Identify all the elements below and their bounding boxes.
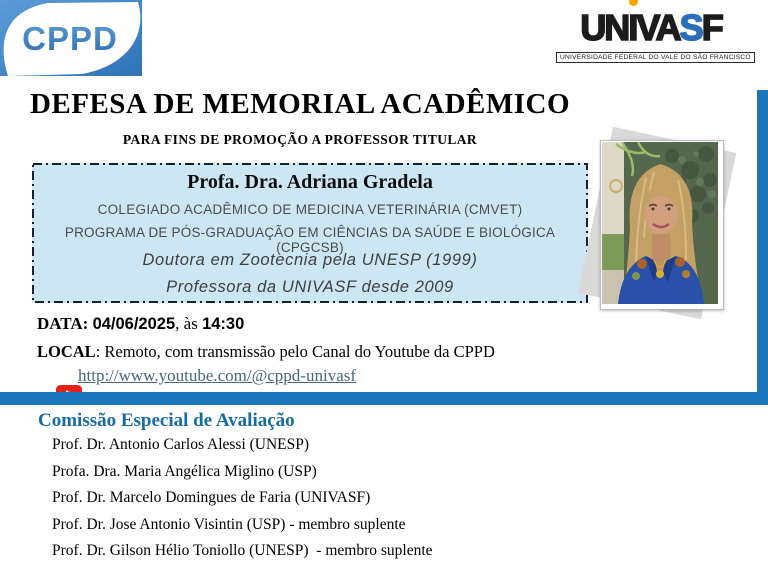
committee-member: Prof. Dr. Antonio Carlos Alessi (UNESP)	[52, 436, 310, 453]
univasf-letter-i: I	[628, 7, 636, 48]
committee-member: Prof. Dr. Jose Antonio Visintin (USP) - membro suplente	[52, 515, 406, 533]
youtube-play-icon[interactable]	[40, 367, 66, 385]
youtube-link[interactable]: http://www.youtube.com/@cppd-univasf	[78, 366, 357, 385]
date-label: DATA:	[37, 314, 93, 333]
committee-member: Prof. Dr. Marcelo Domingues de Faria (UNIVASF)	[52, 489, 371, 507]
time-value: 14:30	[202, 315, 245, 333]
professor-photo	[600, 140, 724, 310]
cppd-leaf-icon	[0, 0, 142, 76]
local-row	[37, 342, 495, 362]
page-subtitle: PARA FINS DE PROMOÇÃO A PROFESSOR TITULAR	[122, 132, 478, 147]
professor-credential-2: Professora da UNIVASF desde 2009	[166, 278, 454, 296]
professor-credential-1: Doutora em Zootecnia pela UNESP (1999)	[142, 251, 478, 269]
univasf-part2: VA	[636, 7, 680, 48]
professor-affiliation-1: COLEGIADO ACADÊMICO DE MEDICINA VETERINÁRIA (CMVET)	[97, 202, 523, 217]
univasf-wordmark	[556, 7, 746, 48]
committee-list	[52, 434, 692, 567]
time-connector: , às	[175, 314, 203, 333]
date-value: 04/06/2025	[92, 315, 176, 333]
local-label: LOCAL	[37, 342, 96, 361]
committee-member: Prof. Dr. Gilson Hélio Toniollo (UNESP) - membro suplente	[52, 542, 433, 560]
cppd-logo	[0, 0, 142, 76]
univasf-part1: UN	[580, 7, 629, 48]
professor-card	[32, 163, 588, 303]
local-value: : Remoto, com transmissão pelo Canal do Youtube da CPPD	[95, 342, 495, 361]
professor-affiliation-2: PROGRAMA DE PÓS-GRADUAÇÃO EM CIÊNCIAS DA SAÚDE E BIOLÓGICA (CPGCSB)	[64, 225, 556, 255]
horizontal-divider-bar	[0, 392, 768, 405]
univasf-orange-dot-icon	[629, 0, 638, 6]
committee-member: Profa. Dra. Maria Angélica Miglino (USP)	[52, 462, 317, 480]
title-block	[10, 88, 590, 148]
univasf-logo	[556, 7, 751, 64]
portrait-illustration	[602, 142, 718, 304]
svg-text:CPPD: CPPD	[22, 20, 118, 57]
right-vertical-bar	[757, 90, 768, 405]
page-title: DEFESA DE MEMORIAL ACADÊMICO	[29, 88, 571, 120]
univasf-part3: F	[701, 7, 722, 48]
professor-photo-zone	[592, 134, 732, 319]
professor-name: Profa. Dra. Adriana Gradela	[187, 171, 433, 193]
youtube-row	[40, 364, 356, 388]
univasf-letter-s: S	[679, 7, 702, 48]
date-row	[37, 314, 244, 334]
committee-heading: Comissão Especial de Avaliação	[38, 410, 295, 431]
univasf-subtitle: UNIVERSIDADE FEDERAL DO VALE DO SÃO FRANCISCO	[556, 52, 755, 63]
